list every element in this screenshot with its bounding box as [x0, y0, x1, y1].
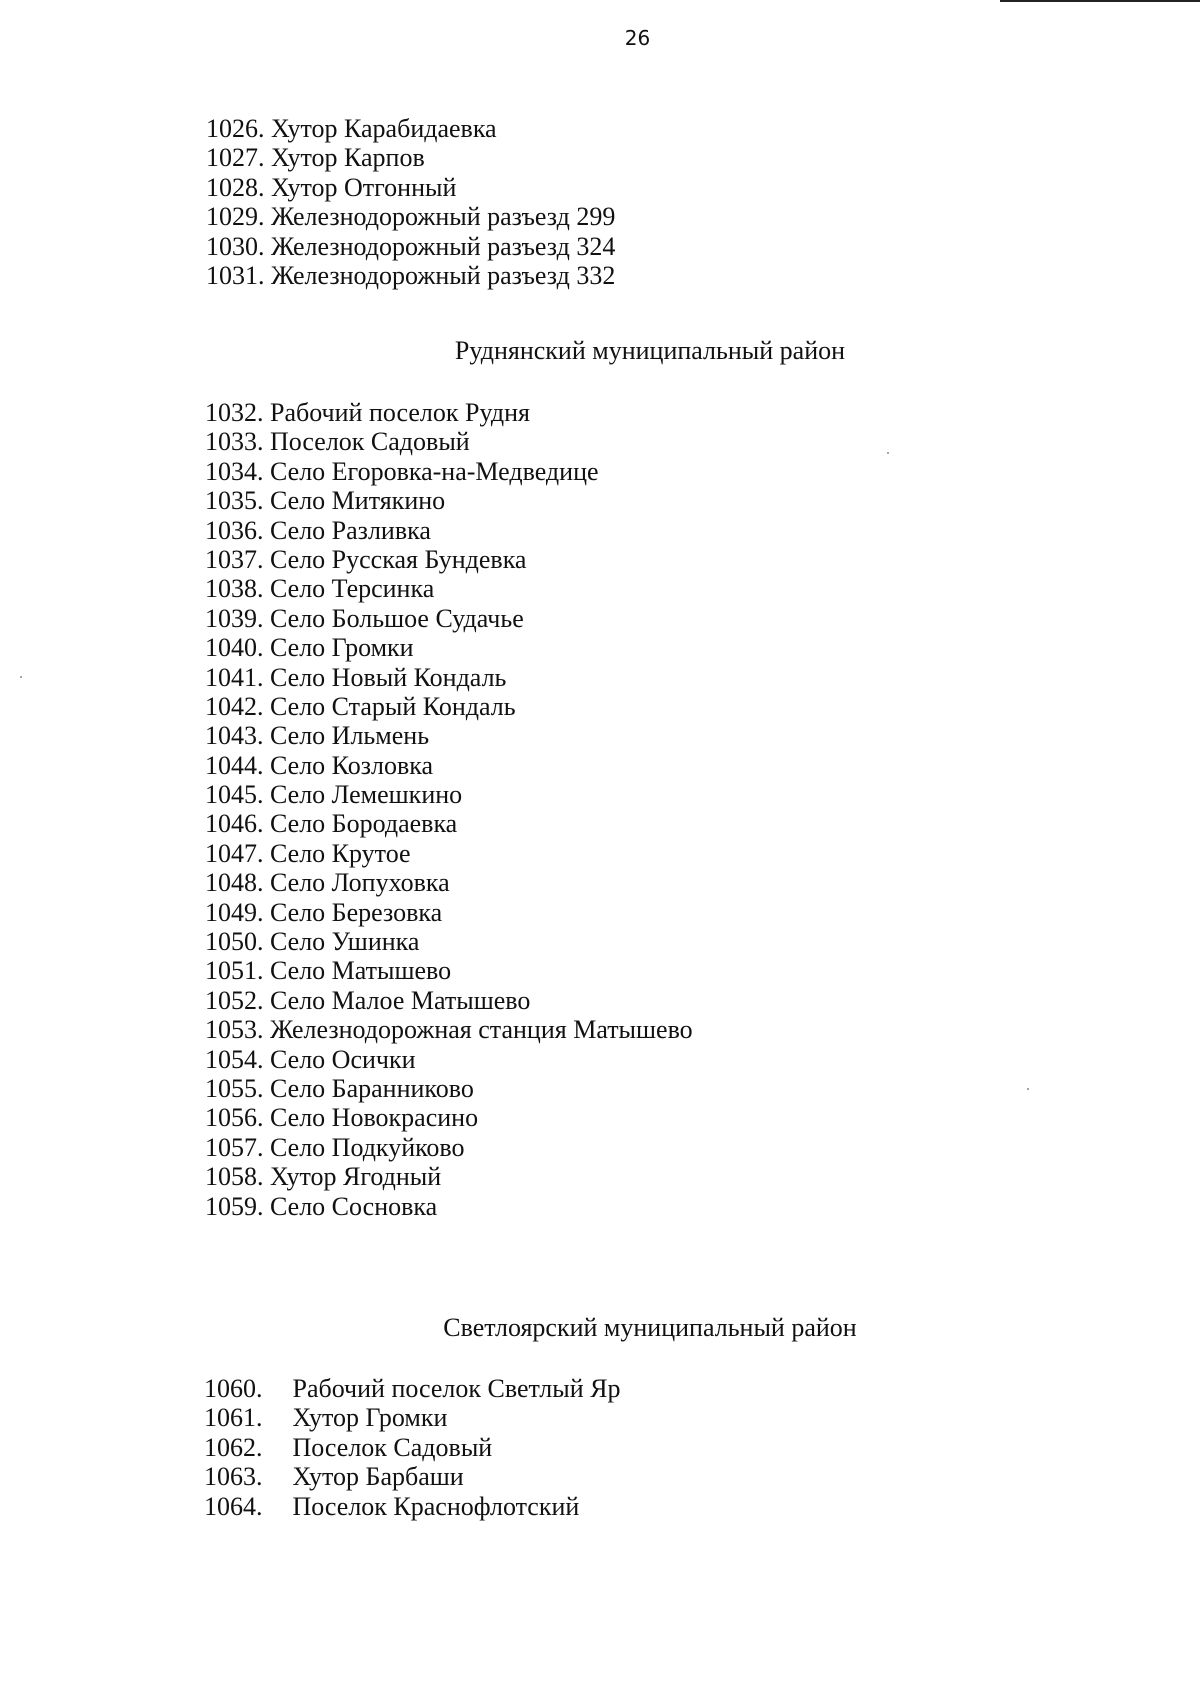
list-item	[206, 143, 615, 172]
item-text: Село Матышево	[270, 956, 452, 986]
item-text: Хутор Громки	[292, 1403, 448, 1433]
item-number: 1034.	[205, 456, 264, 486]
item-text: Село Козловка	[270, 750, 434, 780]
item-text: Село Большое Судачье	[270, 603, 524, 633]
item-text: Хутор Отгонный	[271, 172, 457, 202]
item-number: 1030.	[206, 231, 265, 261]
item-text: Железнодорожный разъезд 299	[271, 202, 616, 232]
list-item	[206, 114, 615, 143]
list-item	[205, 1103, 693, 1132]
item-number: 1064.	[204, 1491, 263, 1521]
item-text: Хутор Барбаши	[292, 1462, 464, 1492]
item-number: 1057.	[205, 1132, 264, 1162]
item-number: 1040.	[205, 633, 264, 663]
item-text: Село Березовка	[270, 897, 443, 927]
item-number: 1031.	[206, 260, 265, 290]
item-number: 1058.	[205, 1162, 264, 1192]
item-text: Село Новый Кондаль	[270, 662, 507, 692]
item-number: 1059.	[205, 1191, 264, 1221]
item-text: Село Громки	[270, 633, 414, 663]
list-block-1	[206, 114, 615, 290]
scan-speck	[1027, 1088, 1029, 1090]
list-item	[205, 927, 693, 956]
item-text: Село Осички	[270, 1044, 416, 1074]
item-text: Село Баранниково	[270, 1073, 474, 1103]
item-text: Село Бородаевка	[270, 809, 458, 839]
section-heading-svetly: Светлоярский муниципальный район	[443, 1313, 857, 1342]
list-item	[204, 1433, 620, 1462]
list-item	[205, 721, 693, 750]
item-number: 1029.	[206, 202, 265, 232]
list-item	[205, 898, 693, 927]
item-number: 1028.	[206, 172, 265, 202]
list-block-3	[204, 1374, 620, 1521]
item-text: Хутор Карабидаевка	[271, 114, 497, 143]
item-text: Железнодорожный разъезд 324	[271, 231, 616, 261]
item-text: Село Разливка	[270, 515, 431, 545]
item-text: Поселок Краснофлотский	[292, 1491, 580, 1521]
item-number: 1044.	[205, 750, 264, 780]
item-text: Село Митякино	[270, 486, 446, 516]
item-number: 1039.	[205, 603, 264, 633]
list-item	[205, 986, 693, 1015]
item-text: Село Старый Кондаль	[270, 691, 516, 721]
list-item	[205, 1133, 693, 1162]
item-text: Село Новокрасино	[270, 1103, 479, 1133]
list-item	[206, 261, 615, 290]
list-item	[205, 1074, 693, 1103]
item-number: 1035.	[205, 486, 264, 516]
list-item	[206, 173, 615, 202]
item-number: 1052.	[205, 985, 264, 1015]
list-item	[205, 427, 693, 456]
item-text: Железнодорожный разъезд 332	[271, 260, 616, 290]
list-item	[205, 1192, 693, 1221]
scan-speck	[887, 452, 889, 454]
list-item	[205, 604, 693, 633]
scan-edge-line	[1000, 0, 1200, 2]
item-text: Хутор Ягодный	[270, 1162, 442, 1192]
section-heading-rudnya: Руднянский муниципальный район	[454, 336, 846, 365]
list-item	[205, 1015, 693, 1044]
item-text: Рабочий поселок Рудня	[270, 398, 530, 427]
item-number: 1047.	[205, 838, 264, 868]
list-item	[205, 457, 693, 486]
item-number: 1045.	[205, 780, 264, 810]
item-number: 1038.	[205, 574, 264, 604]
item-text: Село Ушинка	[270, 927, 420, 957]
item-text: Село Егоровка-на-Медведице	[270, 456, 599, 486]
list-item	[206, 232, 615, 261]
item-number: 1027.	[206, 143, 265, 173]
list-item	[205, 780, 693, 809]
item-text: Хутор Карпов	[271, 143, 425, 173]
item-number: 1056.	[205, 1103, 264, 1133]
list-item	[205, 839, 693, 868]
list-item	[205, 1162, 693, 1191]
item-number: 1054.	[205, 1044, 264, 1074]
list-item	[204, 1374, 620, 1403]
list-item	[205, 486, 693, 515]
list-item	[205, 751, 693, 780]
list-item	[205, 516, 693, 545]
page-number: 26	[624, 26, 651, 50]
list-item	[205, 545, 693, 574]
item-text: Село Русская Бундевка	[270, 544, 527, 574]
list-item	[206, 202, 615, 231]
item-number: 1043.	[205, 721, 264, 751]
list-item	[205, 809, 693, 838]
item-text: Железнодорожная станция Матышево	[270, 1015, 693, 1045]
item-text: Рабочий поселок Светлый Яр	[292, 1374, 621, 1403]
item-text: Село Ильмень	[270, 721, 430, 751]
item-number: 1055.	[205, 1073, 264, 1103]
list-item	[205, 633, 693, 662]
list-item	[205, 398, 693, 427]
item-number: 1032.	[205, 398, 264, 427]
list-item	[205, 956, 693, 985]
list-item	[205, 574, 693, 603]
list-item	[205, 1045, 693, 1074]
item-text: Село Крутое	[270, 838, 411, 868]
item-text: Село Малое Матышево	[270, 985, 531, 1015]
scan-speck	[20, 676, 22, 678]
item-number: 1026.	[206, 114, 265, 143]
item-number: 1053.	[205, 1015, 264, 1045]
list-item	[205, 868, 693, 897]
item-number: 1037.	[205, 544, 264, 574]
item-text: Село Лопуховка	[270, 868, 450, 898]
item-number: 1062.	[204, 1432, 263, 1462]
item-number: 1033.	[205, 427, 264, 457]
item-text: Село Сосновка	[270, 1191, 438, 1221]
item-number: 1049.	[205, 897, 264, 927]
item-text: Поселок Садовый	[270, 427, 470, 457]
list-item	[205, 663, 693, 692]
item-number: 1061.	[204, 1403, 263, 1433]
item-number: 1050.	[205, 927, 264, 957]
item-text: Село Подкуйково	[270, 1132, 465, 1162]
item-number: 1051.	[205, 956, 264, 986]
list-item	[205, 692, 693, 721]
item-text: Село Терсинка	[270, 574, 435, 604]
item-number: 1046.	[205, 809, 264, 839]
item-text: Село Лемешкино	[270, 780, 463, 810]
item-number: 1063.	[204, 1462, 263, 1492]
item-text: Поселок Садовый	[292, 1432, 493, 1462]
item-number: 1042.	[205, 691, 264, 721]
list-block-2	[205, 398, 693, 1221]
item-number: 1060.	[204, 1374, 263, 1403]
item-number: 1041.	[205, 662, 264, 692]
list-item	[204, 1492, 620, 1521]
item-number: 1036.	[205, 515, 264, 545]
list-item	[204, 1403, 620, 1432]
item-number: 1048.	[205, 868, 264, 898]
list-item	[204, 1462, 620, 1491]
